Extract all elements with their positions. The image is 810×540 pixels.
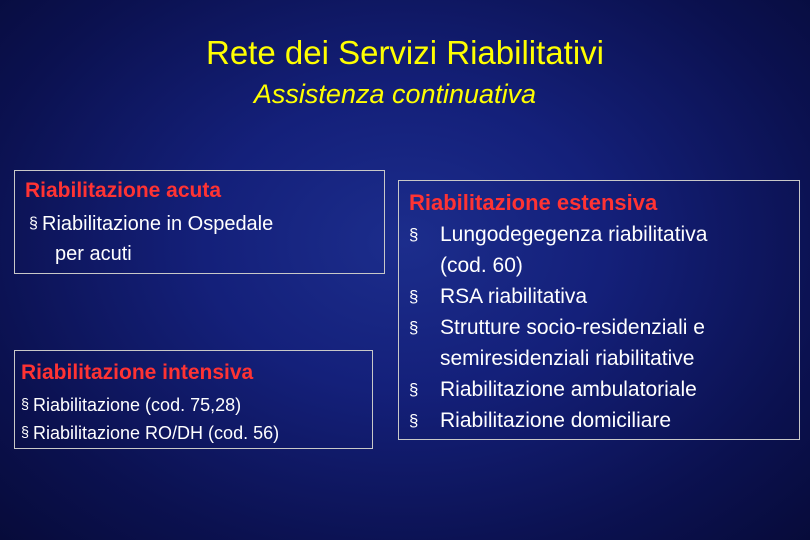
list-item: [409, 312, 707, 343]
box-riabilitazione-estensiva: [398, 180, 800, 440]
bullet-icon: §: [21, 397, 30, 413]
list-item: [21, 391, 279, 419]
bullet-list: [21, 391, 279, 447]
list-item-text: Lungodegegenza riabilitativa: [440, 223, 708, 246]
bullet-icon: §: [409, 318, 419, 337]
list-item-text: Strutture socio-residenziali e: [440, 316, 705, 339]
slide-subtitle: Assistenza continuativa: [253, 79, 537, 109]
bullet-list: [409, 219, 707, 436]
list-item-continuation: (cod. 60): [440, 254, 523, 277]
bullet-icon: §: [409, 287, 419, 306]
list-item: [409, 281, 707, 312]
box-riabilitazione-acuta: [14, 170, 385, 274]
list-item: [409, 374, 707, 405]
box-heading: Riabilitazione intensiva: [21, 361, 254, 384]
bullet-icon: §: [409, 380, 419, 399]
list-item-continuation: semiresidenziali riabilitative: [440, 347, 695, 370]
bullet-icon: §: [29, 215, 38, 232]
bullet-icon: §: [409, 411, 419, 430]
list-item-text: Riabilitazione domiciliare: [440, 409, 672, 432]
box-heading: Riabilitazione estensiva: [409, 190, 658, 215]
list-item-text: RSA riabilitativa: [440, 285, 588, 308]
bullet-icon: §: [21, 425, 30, 441]
list-item-text: Riabilitazione in Ospedale: [42, 213, 274, 235]
list-item: [409, 219, 707, 250]
list-item: [29, 209, 273, 239]
bullet-icon: §: [409, 225, 419, 244]
slide-title: Rete dei Servizi Riabilitativi: [206, 34, 604, 71]
bullet-list: [29, 209, 273, 269]
list-item-text: Riabilitazione (cod. 75,28): [33, 395, 242, 415]
list-item: [21, 419, 279, 447]
box-heading: Riabilitazione acuta: [25, 179, 222, 202]
list-item-text: Riabilitazione ambulatoriale: [440, 378, 697, 401]
box-riabilitazione-intensiva: [14, 350, 373, 449]
list-item-continuation: per acuti: [55, 243, 132, 265]
list-item: [409, 405, 707, 436]
list-item-text: Riabilitazione RO/DH (cod. 56): [33, 423, 280, 443]
